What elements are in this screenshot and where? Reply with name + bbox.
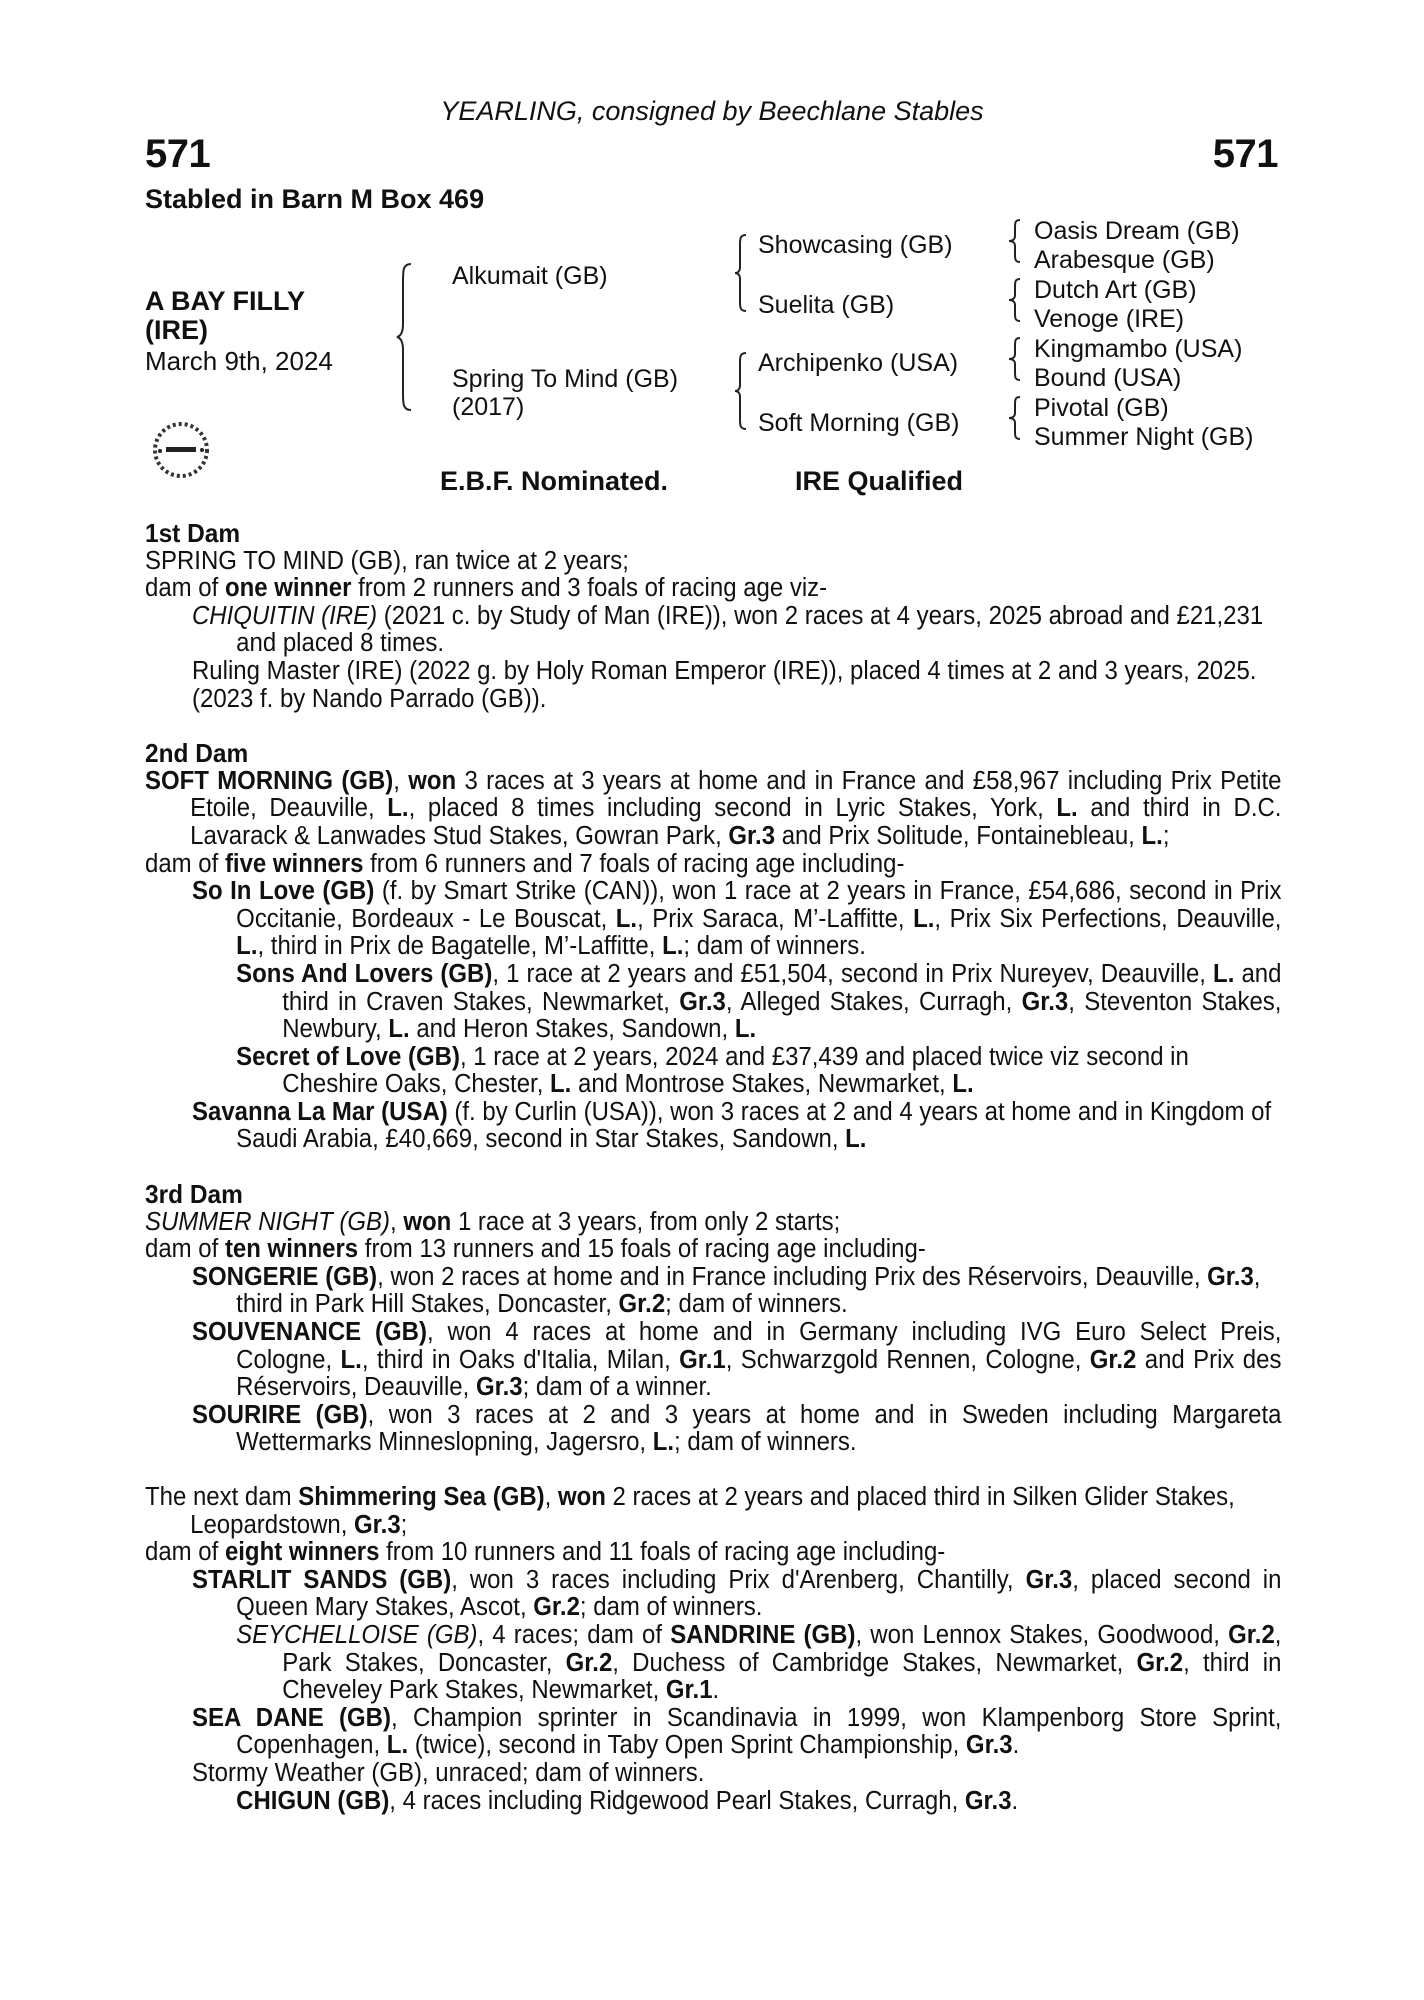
text-run: 3 races at 3 years at home and in France and £58,967 including Prix Petite Etoile, Deauville,: [190, 766, 1282, 823]
text-run: , won Lennox Stakes, Goodwood,: [855, 1620, 1229, 1649]
bold-text: L.: [388, 1015, 410, 1044]
pedigree-gen3-8: Summer Night (GB): [1034, 423, 1254, 451]
text-run: ; dam of winners.: [683, 932, 866, 961]
pedigree-dam-dam: Soft Morning (GB): [758, 409, 960, 437]
text-run: , placed 8 times including second in Lyric Stakes, York,: [408, 794, 1057, 823]
text-run: ;: [400, 1510, 408, 1539]
bold-text: SONGERIE (GB): [192, 1262, 378, 1291]
bold-text: Gr.3: [965, 1731, 1013, 1760]
text-run: , Prix Saraca, M’-Laffitte,: [637, 904, 914, 933]
text-run: ; dam of a winner.: [522, 1373, 712, 1402]
text-run: .: [1012, 1731, 1020, 1760]
text-run: (2021 c. by Study of Man (IRE)), won 2 races at 4 years, 2025 abroad and £21,231 and placed 8 times.: [236, 601, 1264, 658]
text-run: (2022 g. by Holy Roman Emperor (IRE)), placed 4 times at 2 and 3 years, 2025.: [402, 656, 1257, 685]
text-run: (2023 f. by Nando Parrado (GB)).: [192, 684, 547, 713]
bold-text: Gr.2: [1089, 1345, 1137, 1374]
text-run: , won 4 races at home and in Germany including IVG Euro Select Preis, Cologne,: [236, 1318, 1282, 1374]
produce-entry: [145, 1567, 1281, 1622]
pedigree-dam: Spring To Mind (GB): [452, 365, 679, 393]
bold-text: five winners: [224, 849, 364, 878]
text-run: ,: [393, 766, 409, 795]
produce-entry: [145, 878, 1281, 961]
text-run: (f. by Smart Strike (CAN)), won 1 race at 2 years in France, £54,686, second in Prix Occitanie, Bordeaux - Le Bouscat,: [236, 877, 1282, 933]
bold-text: Gr.3: [475, 1373, 523, 1402]
pedigree-gen3-4: Venoge (IRE): [1034, 305, 1185, 333]
pedigree-sire-dam: Suelita (GB): [758, 291, 895, 319]
bold-text: Gr.2: [565, 1648, 613, 1677]
first-dam-produce-summary: [145, 575, 1281, 603]
third-dam-produce-summary: [145, 1236, 1281, 1264]
text-run: , Alleged Stakes, Curragh,: [725, 987, 1022, 1016]
bold-text: L.: [662, 932, 684, 961]
text-run: ; dam of winners.: [665, 1290, 848, 1319]
bold-text: Gr.2: [618, 1290, 666, 1319]
bold-text: Gr.2: [533, 1593, 580, 1622]
bold-text: Secret of Love (GB): [236, 1042, 460, 1071]
pedigree-gen3-1: Oasis Dream (GB): [1034, 217, 1240, 245]
bold-text: L.: [615, 904, 638, 933]
text-run: ,: [544, 1483, 558, 1511]
bold-text: eight winners: [224, 1538, 380, 1567]
bold-text: won: [403, 1207, 452, 1236]
bold-text: Gr.3: [1025, 1565, 1073, 1594]
produce-entry: [145, 1788, 1281, 1816]
text-run: ; dam of winners.: [674, 1428, 857, 1457]
pedigree-brace-g1: [1007, 218, 1023, 264]
produce-entry: [145, 1760, 1281, 1788]
text-run: dam of: [145, 1538, 225, 1567]
text-run: , third in Prix de Bagatelle, M’-Laffitte,: [257, 932, 663, 961]
horse-name-line2: (IRE): [145, 315, 208, 345]
text-run: , Champion sprinter in Scandinavia in 1999, won Klampenborg Store Sprint, Copenhagen,: [236, 1703, 1282, 1760]
text-run: The next dam: [145, 1483, 299, 1511]
bold-text: Sons And Lovers (GB): [236, 959, 493, 988]
text-run: ,: [390, 1207, 404, 1236]
bold-text: L.: [1056, 794, 1078, 823]
text-run: (f. by Curlin (USA)), won 3 races at 2 and 4 years at home and in Kingdom of Saudi Arabia, £40,669, second in Star Stakes, Sandown,: [236, 1097, 1272, 1154]
text-run: , placed second in Queen Mary Stakes, Ascot,: [236, 1565, 1282, 1622]
bold-text: Gr.2: [1136, 1648, 1184, 1677]
pedigree-brace-gen1: [395, 262, 415, 412]
pedigree-sire: Alkumait (GB): [452, 262, 608, 290]
text-run: 1 race at 3 years, from only 2 starts;: [451, 1207, 841, 1236]
pedigree-brace-g3: [1007, 336, 1023, 382]
bold-text: ten winners: [224, 1235, 359, 1264]
pedigree-brace-g2: [1007, 277, 1023, 323]
bold-text: L.: [387, 794, 409, 823]
next-dam-record: [145, 1484, 1281, 1539]
bold-text: Shimmering Sea (GB): [298, 1483, 545, 1511]
next-dam-produce-summary: [145, 1539, 1281, 1567]
text-run: ; dam of winners.: [579, 1593, 763, 1622]
first-dam-heading: 1st Dam: [145, 518, 241, 548]
bold-text: CHIGUN (GB): [236, 1786, 390, 1815]
bold-text: L.: [1141, 821, 1163, 850]
produce-entry: [145, 1264, 1281, 1319]
bold-text: L.: [845, 1125, 867, 1154]
text-run: dam of: [145, 574, 225, 603]
text-run: from 6 runners and 7 foals of racing age including-: [363, 849, 905, 878]
bold-text: STARLIT SANDS (GB): [192, 1565, 452, 1594]
breeder-seal-icon: [146, 415, 216, 485]
text-run: .: [1011, 1786, 1019, 1815]
text-run: dam of: [145, 1235, 225, 1264]
horse-name-line1: A BAY FILLY: [145, 286, 306, 316]
lot-number-right: 571: [1212, 132, 1278, 176]
produce-entry: [145, 1099, 1281, 1154]
produce-entry: [145, 1622, 1281, 1705]
pedigree-dam-sire: Archipenko (USA): [758, 349, 959, 377]
text-run: , 4 races; dam of: [477, 1620, 671, 1649]
text-run: , won 3 races including Prix d'Arenberg, Chantilly,: [451, 1565, 1026, 1594]
pedigree-brace-sire: [733, 233, 749, 313]
bold-text: SOURIRE (GB): [192, 1400, 368, 1429]
bold-text: Gr.1: [679, 1345, 726, 1374]
text-run: , third in Cheveley Park Stakes, Newmarket,: [282, 1648, 1282, 1705]
bold-text: L.: [550, 1070, 572, 1099]
text-run: from 2 runners and 3 foals of racing age viz-: [351, 574, 828, 603]
text-run: and Prix des Réservoirs, Deauville,: [236, 1345, 1282, 1402]
bold-text: Gr.1: [665, 1676, 713, 1705]
third-dam-heading: 3rd Dam: [145, 1179, 243, 1210]
text-run: , Schwarzgold Rennen, Cologne,: [725, 1345, 1090, 1374]
bold-text: Gr.3: [1021, 987, 1069, 1016]
produce-name: Ruling Master (IRE): [192, 656, 403, 685]
bold-text: L.: [386, 1731, 409, 1760]
text-run: and third in D.C. Lavarack & Lanwades Stud Stakes, Gowran Park,: [190, 794, 1282, 850]
text-run: , 1 race at 2 years, 2024 and £37,439 and placed twice viz second in Cheshire Oaks, Chester,: [282, 1042, 1189, 1099]
produce-name: CHIQUITIN (IRE): [192, 601, 378, 630]
text-run: .: [712, 1676, 720, 1705]
produce-entry: [145, 1044, 1281, 1099]
stabling-location: Stabled in Barn M Box 469: [145, 184, 485, 214]
catalogue-header-title: YEARLING, consigned by Beechlane Stables: [440, 96, 984, 126]
text-run: and Prix Solitude, Fontainebleau,: [775, 821, 1142, 850]
text-run: and Heron Stakes, Sandown,: [409, 1015, 735, 1044]
pedigree-gen3-6: Bound (USA): [1034, 364, 1182, 392]
bold-text: SANDRINE (GB): [670, 1620, 856, 1649]
text-run: (twice), second in Taby Open Sprint Championship,: [408, 1731, 966, 1760]
bold-text: L.: [236, 932, 258, 961]
lot-number-left: 571: [145, 132, 211, 176]
text-run: , third in Park Hill Stakes, Doncaster,: [236, 1262, 1261, 1319]
text-run: , Park Stakes, Doncaster,: [282, 1620, 1282, 1677]
bold-text: won: [557, 1483, 606, 1511]
ire-qualified-badge: IRE Qualified: [795, 466, 964, 496]
bold-text: Gr.3: [964, 1786, 1012, 1815]
text-run: , Prix Six Perfections, Deauville,: [934, 904, 1282, 933]
text-run: from 10 runners and 11 foals of racing age including-: [379, 1538, 946, 1567]
produce-entry: [145, 658, 1281, 686]
bold-text: L.: [652, 1428, 675, 1457]
pedigree-gen3-5: Kingmambo (USA): [1034, 335, 1243, 363]
third-dam-record: [145, 1209, 1281, 1237]
catalogue-body: [145, 520, 1281, 1815]
produce-entry: [145, 961, 1281, 1044]
bold-text: L.: [952, 1070, 974, 1099]
bold-text: one winner: [224, 574, 352, 603]
pedigree-gen3-7: Pivotal (GB): [1034, 394, 1169, 422]
bold-text: So In Love (GB): [192, 877, 375, 906]
bold-text: L.: [340, 1345, 362, 1374]
second-dam-heading: 2nd Dam: [145, 738, 249, 769]
produce-entry: [145, 1402, 1281, 1457]
second-dam-produce-summary: [145, 851, 1281, 879]
text-run: , won 2 races at home and in France including Prix des Réservoirs, Deauville,: [377, 1262, 1208, 1291]
bold-text: SOFT MORNING (GB): [145, 766, 394, 795]
pedigree-gen3-2: Arabesque (GB): [1034, 246, 1215, 274]
pedigree-brace-dam: [733, 351, 749, 431]
text-run: ;: [1162, 821, 1170, 850]
bold-text: L.: [913, 904, 935, 933]
italic-text: SEYCHELLOISE (GB): [236, 1620, 478, 1649]
produce-entry: [145, 1705, 1281, 1760]
text-run: , Duchess of Cambridge Stakes, Newmarket,: [612, 1648, 1137, 1677]
produce-entry: [145, 603, 1281, 658]
text-run: and Montrose Stakes, Newmarket,: [571, 1070, 953, 1099]
horse-name: [145, 287, 305, 345]
bold-text: L.: [734, 1015, 757, 1044]
italic-text: SUMMER NIGHT (GB): [145, 1207, 391, 1236]
text-run: and third in Craven Stakes, Newmarket,: [282, 959, 1282, 1016]
produce-entry: [145, 686, 1281, 714]
bold-text: won: [408, 766, 457, 795]
foaling-date: March 9th, 2024: [145, 346, 333, 376]
bold-text: SEA DANE (GB): [192, 1703, 391, 1732]
bold-text: Gr.3: [728, 821, 776, 850]
second-dam-record: [145, 768, 1281, 851]
bold-text: Gr.3: [354, 1510, 401, 1539]
text-run: from 13 runners and 15 foals of racing age including-: [358, 1235, 926, 1264]
ebf-nominated-badge: E.B.F. Nominated.: [440, 466, 669, 496]
produce-entry: [145, 1319, 1281, 1402]
pedigree-dam-year: (2017): [452, 393, 525, 421]
pedigree-sire-sire: Showcasing (GB): [758, 231, 953, 259]
pedigree-brace-g4: [1007, 395, 1023, 441]
text-run: , third in Oaks d'Italia, Milan,: [361, 1345, 680, 1374]
bold-text: Gr.2: [1228, 1620, 1275, 1649]
bold-text: Gr.3: [679, 987, 726, 1016]
first-dam-intro: SPRING TO MIND (GB), ran twice at 2 years;: [145, 546, 629, 575]
text-run: , 4 races including Ridgewood Pearl Stakes, Curragh,: [389, 1786, 965, 1815]
text-run: , Steventon Stakes, Newbury,: [282, 987, 1282, 1044]
text-run: , won 3 races at 2 and 3 years at home and in Sweden including Margareta Wettermarks Minneslopning, Jagersro,: [236, 1400, 1282, 1457]
text-run: 2 races at 2 years and placed third in Silken Glider Stakes, Leopardstown,: [190, 1483, 1235, 1539]
bold-text: Savanna La Mar (USA): [192, 1097, 448, 1126]
text-run: Stormy Weather (GB), unraced; dam of winners.: [192, 1758, 705, 1787]
bold-text: SOUVENANCE (GB): [192, 1318, 427, 1347]
text-run: dam of: [145, 849, 225, 878]
bold-text: L.: [1213, 959, 1235, 988]
text-run: , 1 race at 2 years and £51,504, second in Prix Nureyev, Deauville,: [492, 959, 1214, 988]
bold-text: Gr.3: [1207, 1262, 1254, 1291]
pedigree-gen3-3: Dutch Art (GB): [1034, 276, 1197, 304]
